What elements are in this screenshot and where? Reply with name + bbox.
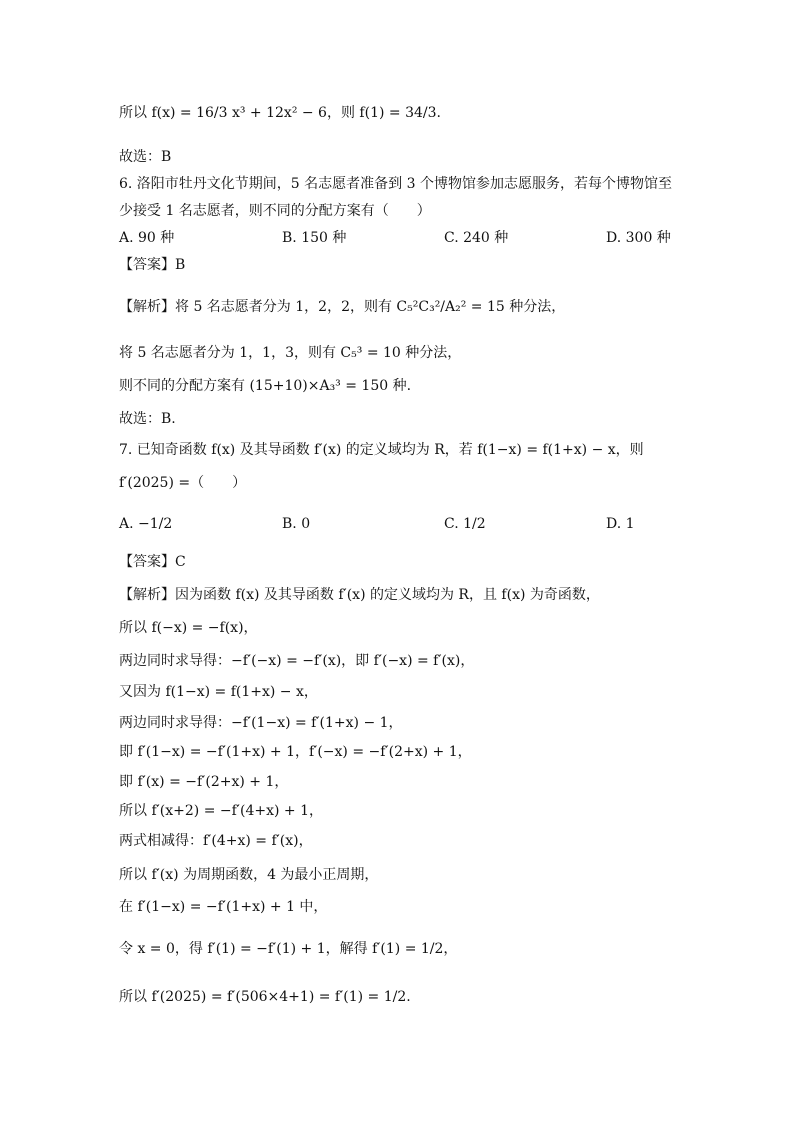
- q7-analysis-line-13: 所以 f′(2025) = f′(506×4+1) = f′(1) = 1/2.: [119, 989, 411, 1005]
- question-6-stem-line-1: 6. 洛阳市牡丹文化节期间，5 名志愿者准备到 3 个博物馆参加志愿服务，若每个博物馆至: [119, 176, 672, 192]
- q6-option-c: C. 240 种: [444, 230, 509, 246]
- q6-option-d: D. 300 种: [606, 230, 671, 246]
- question-7-stem-line-1: 7. 已知奇函数 f(x) 及其导函数 f′(x) 的定义域均为 R，若 f(1−x) = f(1+x) − x，则: [119, 442, 644, 458]
- q7-analysis-line-5: 两边同时求导得：−f′(1−x) = f′(1+x) − 1，: [119, 715, 403, 731]
- q6-analysis-line-3: 则不同的分配方案有 (15+10)×A₃³ = 150 种.: [119, 378, 412, 394]
- q7-analysis-line-10: 所以 f′(x) 为周期函数，4 为最小正周期，: [119, 867, 379, 883]
- q7-analysis-line-6: 即 f′(1−x) = −f′(1+x) + 1，f′(−x) = −f′(2+x) + 1，: [119, 744, 472, 760]
- line-choose-b-1: 故选：B: [119, 149, 172, 165]
- q7-analysis-line-1: 【解析】因为函数 f(x) 及其导函数 f′(x) 的定义域均为 R，且 f(x) 为奇函数，: [119, 587, 600, 603]
- q6-analysis-line-2: 将 5 名志愿者分为 1，1，3，则有 C₅³ = 10 种分法，: [119, 345, 462, 361]
- q6-answer: 【答案】B: [119, 257, 186, 273]
- question-6-stem-line-2: 少接受 1 名志愿者，则不同的分配方案有（ ）: [119, 203, 431, 219]
- q7-analysis-line-12: 令 x = 0，得 f′(1) = −f′(1) + 1，解得 f′(1) = 1/2，: [119, 941, 458, 957]
- q6-option-b: B. 150 种: [282, 230, 347, 246]
- q6-analysis-line-1: 【解析】将 5 名志愿者分为 1，2，2，则有 C₅²C₃²/A₂² = 15 种分法，: [119, 299, 566, 315]
- q6-choose-b: 故选：B.: [119, 411, 176, 427]
- line-conclusion-f1: 所以 f(x) = 16/3 x³ + 12x² − 6，则 f(1) = 34/3.: [119, 105, 441, 121]
- q7-analysis-line-2: 所以 f(−x) = −f(x)，: [119, 620, 258, 636]
- question-7-stem-line-2: f′(2025) =（ ）: [119, 475, 247, 491]
- q7-option-d: D. 1: [606, 516, 635, 532]
- q7-analysis-line-8: 所以 f′(x+2) = −f′(4+x) + 1，: [119, 803, 323, 819]
- q7-analysis-line-9: 两式相减得：f′(4+x) = f′(x)，: [119, 833, 313, 849]
- q7-option-a: A. −1/2: [119, 516, 173, 532]
- q7-option-b: B. 0: [282, 516, 311, 532]
- q7-analysis-line-7: 即 f′(x) = −f′(2+x) + 1，: [119, 774, 289, 790]
- q7-answer: 【答案】C: [119, 554, 186, 570]
- q7-analysis-line-4: 又因为 f(1−x) = f(1+x) − x，: [119, 684, 318, 700]
- q7-option-c: C. 1/2: [444, 516, 486, 532]
- q7-analysis-line-3: 两边同时求导得：−f′(−x) = −f′(x)，即 f′(−x) = f′(x)，: [119, 653, 475, 669]
- q6-option-a: A. 90 种: [119, 230, 175, 246]
- q7-analysis-line-11: 在 f′(1−x) = −f′(1+x) + 1 中，: [119, 899, 328, 915]
